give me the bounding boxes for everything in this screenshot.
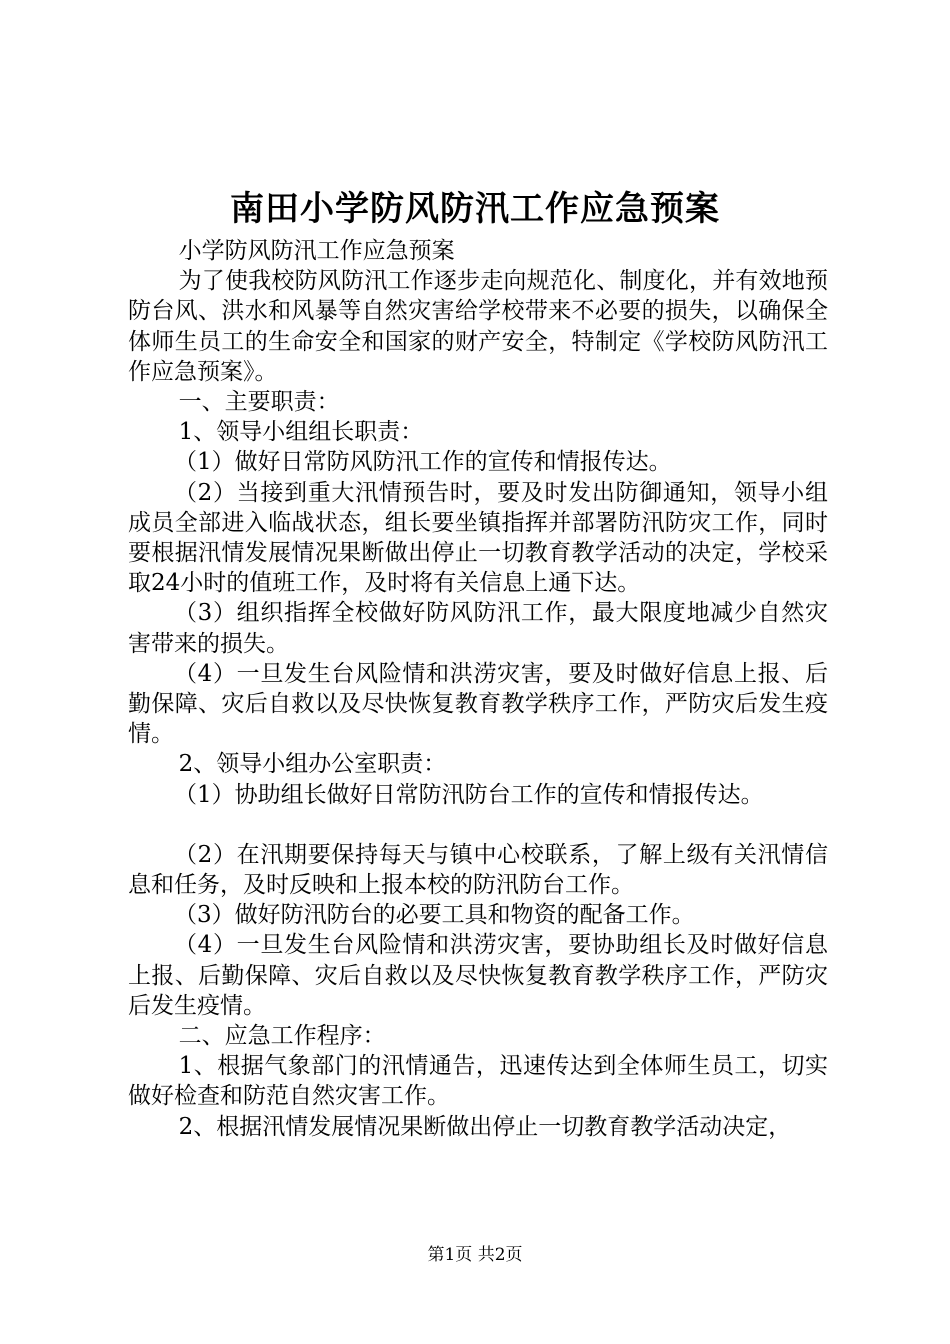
section-heading: 一、主要职责： <box>178 389 340 416</box>
document-body <box>128 236 828 1142</box>
blank-line <box>128 810 828 840</box>
list-item: （1）协助组长做好日常防汛防台工作的宣传和情报传达。 <box>174 781 764 808</box>
document-title: 南田小学防风防汛工作应急预案 <box>230 189 720 229</box>
list-item: （1）做好日常防风防汛工作的宣传和情报传达。 <box>174 449 672 476</box>
subtitle-paragraph: 小学防风防汛工作应急预案 <box>178 238 455 264</box>
subsection-heading: 1、领导小组组长职责： <box>178 419 424 446</box>
list-item: （2）当接到重大汛情预告时，要及时发出防御通知，领导小组成员全部进入临战状态，组长要坐镇指挥并部署防汛防灾工作，同时要根据汛情发展情况果断做出停止一切教育教学活动的决定，学校采取24小时的值班工作，及时将有关信息上通下达。 <box>128 479 828 597</box>
list-item: （4）一旦发生台风险情和洪涝灾害，要协助组长及时做好信息上报、后勤保障、灾后自救以及尽快恢复教育教学秩序工作，严防灾后发生疫情。 <box>128 932 828 1019</box>
list-item: 1、根据气象部门的汛情通告，迅速传达到全体师生员工，切实做好检查和防范自然灾害工作。 <box>128 1053 828 1110</box>
page-footer: 第1页 共2页 <box>427 1245 523 1265</box>
list-item: 2、根据汛情发展情况果断做出停止一切教育教学活动决定， <box>178 1113 792 1140</box>
list-item: （4）一旦发生台风险情和洪涝灾害，要及时做好信息上报、后勤保障、灾后自救以及尽快恢复教育教学秩序工作，严防灾后发生疫情。 <box>128 660 828 748</box>
list-item: （2）在汛期要保持每天与镇中心校联系，了解上级有关汛情信息和任务，及时反映和上报本校的防汛防台工作。 <box>128 841 828 899</box>
subsection-heading: 2、领导小组办公室职责： <box>178 751 447 778</box>
list-item: （3）组织指挥全校做好防风防汛工作，最大限度地减少自然灾害带来的损失。 <box>128 600 828 657</box>
section-heading: 二、应急工作程序： <box>178 1023 386 1050</box>
list-item: （3）做好防汛防台的必要工具和物资的配备工作。 <box>174 902 695 929</box>
intro-paragraph: 为了使我校防风防汛工作逐步走向规范化、制度化，并有效地预防台风、洪水和风暴等自然灾害给学校带来不必要的损失，以确保全体师生员工的生命安全和国家的财产安全，特制定《学校防风防汛工作应急预案》。 <box>128 268 828 385</box>
